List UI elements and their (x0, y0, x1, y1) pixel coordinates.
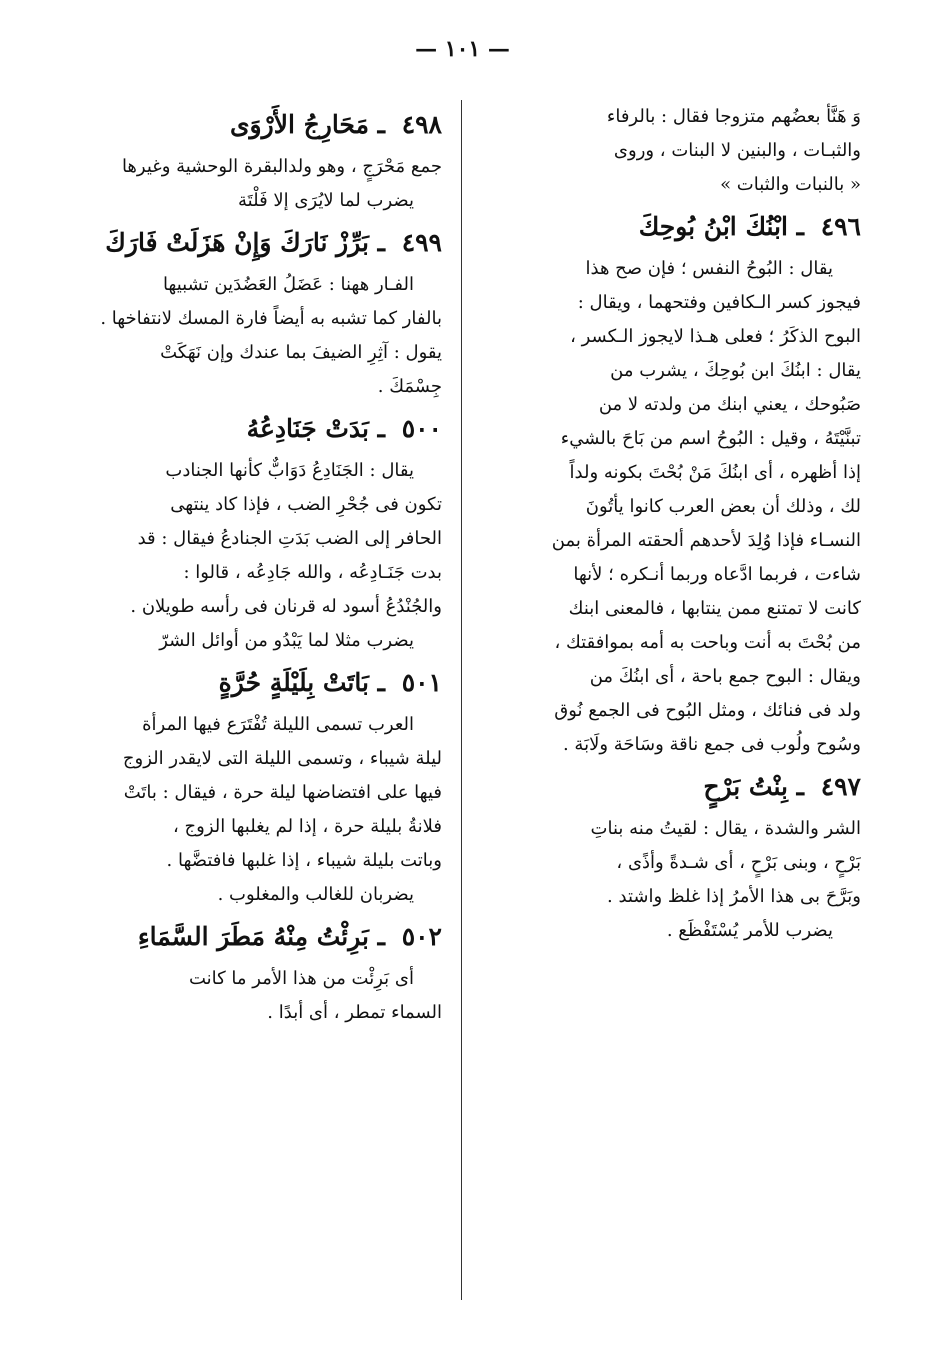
text-line: يضربان للغالب والمغلوب . (217, 884, 414, 905)
proverb-title: مَحَارِجُ الأَرْوَى (229, 110, 369, 139)
left-column (62, 100, 442, 1030)
text-line: « بالنبات والثبات » (720, 174, 861, 195)
heading-dash: ـ (368, 668, 394, 697)
text-line: فيها على افتضاضها ليلة حرة ، فيقال : باتَتْ (123, 782, 442, 803)
text-line: تكون فى جُحْرِ الضب ، فإذا كاد ينتهى (170, 494, 442, 515)
text-line: ليلة شيباء ، وتسمى الليلة التى لايقدر الزوج (122, 748, 442, 769)
text-line: الشر والشدة ، يقال : لقيتُ منه بناتِ (590, 818, 861, 839)
page-number: — ١٠١ — (415, 36, 510, 62)
text-line: بَرْحٍ ، وبنى بَرْحٍ ، أى شـدةً وأذًى ، (616, 852, 861, 873)
text-line: والثبـات ، والبنين لا البنات ، وروى (613, 140, 861, 161)
text-line: يقال : ابنُكَ ابن بُوحِكَ ، يشرب من (610, 360, 861, 381)
text-line: شاءت ، فربما ادَّعاه وربما أنـكره ؛ لأنها (573, 564, 861, 585)
proverb-title: بِنْتُ بَرْحٍ (703, 772, 788, 801)
heading-dash: ـ (368, 228, 394, 257)
text-line: إذا أظهره ، أى ابنُكَ مَنْ بُحْتَ بكونه ولداً (569, 462, 861, 483)
proverb-title: بَرِئْتُ مِنْهُ مَطَرَ السَّمَاءِ (137, 922, 369, 951)
proverb-title: بَدَتْ جَنَادِعُهُ (246, 414, 369, 443)
text-line: بالفار كما تشبه به أيضاً فارة المسك لانتفاخها . (100, 308, 442, 329)
text-line: يضرب لما لايُرَى إلا فَلْتَة (238, 190, 414, 211)
text-line: لك ، وذلك أن بعض العرب كانوا يأتُونَ (585, 496, 861, 517)
column-divider (461, 100, 462, 1300)
text-line: بدت جَنَـادِعُه ، والله جَادِعُه ، قالوا : (183, 562, 442, 583)
proverb-heading (491, 202, 861, 252)
text-line: من بُحْتَ به أنت وباحت به أمه بموافقتك ، (554, 632, 861, 653)
text-line: يضرب مثلا لما يَبْدُو من أوائل الشرّ (159, 630, 414, 651)
text-line: تبنَّيْتَهُ ، وقيل : البُوحُ اسم من بَاحَ بالشيء (560, 428, 861, 449)
text-line: كانت لا تمتنع ممن ينتابها ، فالمعنى ابنك (568, 598, 861, 619)
text-line: البوح الذكَرُ ؛ فعلى هـذا لايجوز الـكسر ، (570, 326, 861, 347)
text-line: فلانةُ بليلة حرة ، إذا لم يغلبها الزوج ، (173, 816, 442, 837)
text-line: وَ هَنَّأ بعضُهم متزوجا فقال : بالرفاء (606, 106, 861, 127)
text-line: الفـار ههنا : عَضَلُ العَضُدَين تشبيها (162, 274, 414, 295)
heading-dash: ـ (787, 212, 813, 241)
text-line: والجُنْدُعُ أسود له قرنان فى رأسه طويلان . (130, 596, 442, 617)
heading-dash: ـ (368, 922, 394, 951)
proverb-title: بَاتَتْ بِلَيْلَةٍ حُرَّةٍ (218, 668, 369, 697)
proverb-number: ٤٩٨ (401, 110, 442, 139)
proverb-number: ٥٠٢ (401, 922, 442, 951)
proverb-number: ٥٠٠ (401, 414, 442, 443)
proverb-heading (62, 658, 442, 708)
text-line: فيجوز كسر الـكافين وفتحهما ، ويقال : (577, 292, 861, 313)
heading-dash: ـ (368, 110, 394, 139)
text-line: جِسْمَكَ . (377, 376, 442, 397)
text-line: وبَرَّحَ بى هذا الأمرُ إذا غلظ واشتد . (607, 886, 861, 907)
text-line: النسـاء فإذا وُلِدَ لأحدهم ألحقته المرأة بمن (551, 530, 861, 551)
proverb-number: ٤٩٧ (820, 772, 861, 801)
text-line: وباتت بليلة شيباء ، إذا غلبها فافتضَّها . (166, 850, 442, 871)
proverb-title: بَرِّزْ نَارَكَ وَإِنْ هَزَلَتْ فَارَكَ (105, 228, 369, 257)
proverb-heading (62, 218, 442, 268)
text-line: جمع مَحْرَجٍ ، وهو ولدالبقرة الوحشية وغيرها (121, 156, 442, 177)
text-line: ولد فى فنائك ، ومثل البُوح فى الجمع نُوق (554, 700, 861, 721)
text-line: العرب تسمى الليلة تُفْتَرَع فيها المرأة (142, 714, 414, 735)
text-line: السماء تمطر ، أى أبدًا . (267, 1002, 442, 1023)
proverb-heading (62, 100, 442, 150)
text-line: يقال : البُوحُ النفس ؛ فإن صح هذا (585, 258, 833, 279)
text-line: صَبُوحك ، يعني ابنك من ولدته لا من (598, 394, 861, 415)
proverb-title: ابْنُكَ ابْنُ بُوحِكَ (638, 212, 788, 241)
proverb-heading (491, 762, 861, 812)
text-line: يقال : الجَنَادِعُ دَوَابٌّ كأنها الجنادب (165, 460, 414, 481)
proverb-number: ٤٩٦ (820, 212, 861, 241)
text-line: يقول : آثِرِ الضيفَ بما عندك وإن نَهَكَتْ (160, 342, 442, 363)
text-line: وسُوح ولُوب فى جمع ناقة وسَاحَة ولَابَة . (562, 734, 861, 755)
right-column (491, 100, 861, 948)
text-line: يضرب للأمر يُسْتَفْظَع . (666, 920, 833, 941)
proverb-heading (62, 912, 442, 962)
heading-dash: ـ (787, 772, 813, 801)
proverb-number: ٤٩٩ (401, 228, 442, 257)
proverb-heading (62, 404, 442, 454)
proverb-number: ٥٠١ (401, 668, 442, 697)
text-line: أى بَرِئْت من هذا الأمر ما كانت (188, 968, 414, 989)
text-line: الحافر إلى الضب بَدَتِ الجنادعُ فيقال : قد (137, 528, 442, 549)
text-line: ويقال : البوح جمع باحة ، أى ابنُكَ من (589, 666, 861, 687)
heading-dash: ـ (368, 414, 394, 443)
